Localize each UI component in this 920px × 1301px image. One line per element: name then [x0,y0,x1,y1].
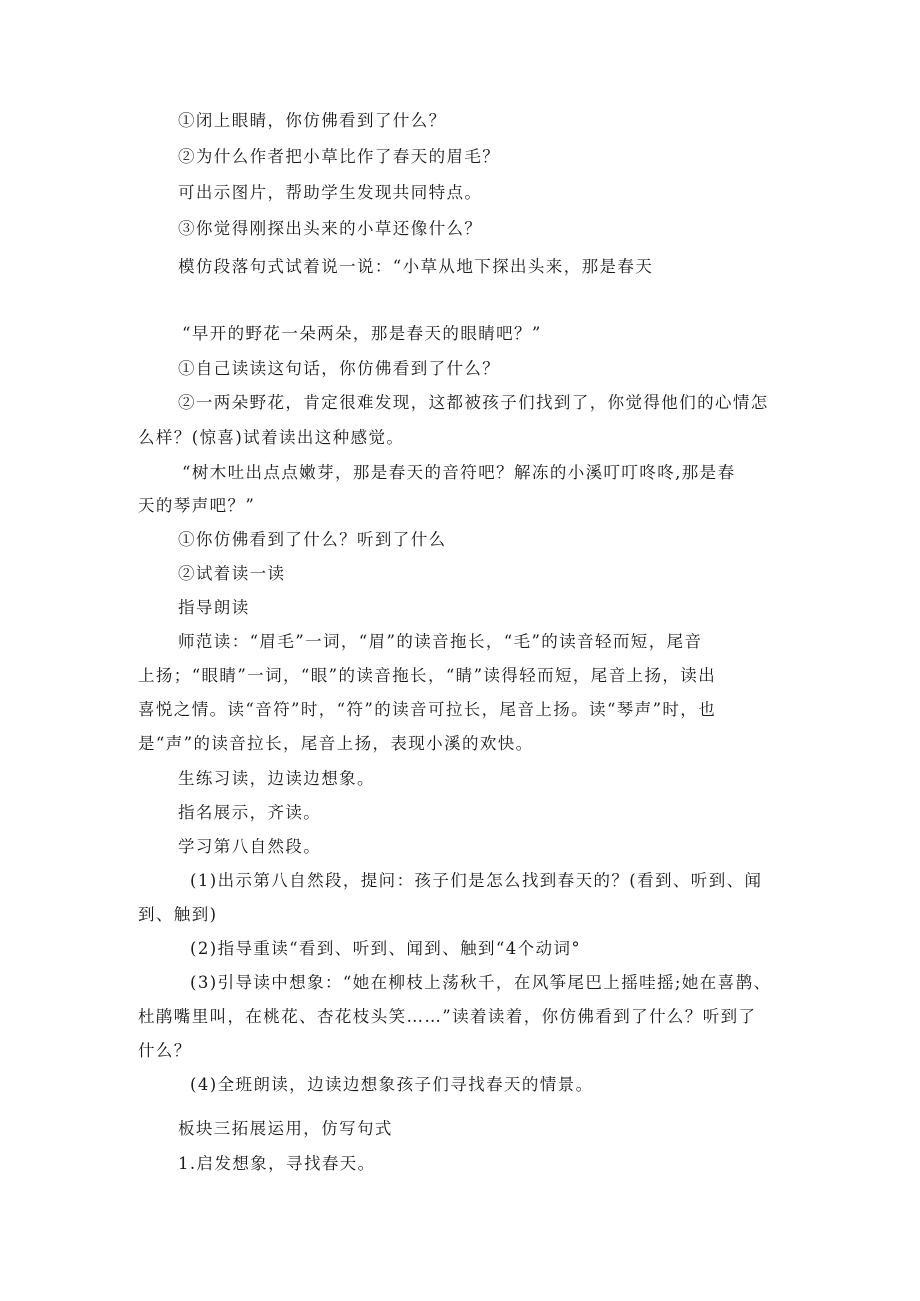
numbered-item-line: (2)指导重读“看到、听到、闻到、触到“4个动词° [190,939,581,958]
text-line: 可出示图片，帮助学生发现共同特点。 [178,183,483,202]
question-line: ③你觉得刚探出头来的小草还像什么？ [178,219,483,238]
text-line: 学习第八自然段。 [178,837,322,856]
numbered-item-line: (3)引导读中想象：“她在柳枝上荡秋千，在风筝尾巴上摇哇摇;她在喜鹊、 [190,973,772,992]
question-line: ②为什么作者把小草比作了春天的眉毛？ [178,147,501,166]
paragraph-line: ②一两朵野花，肯定很难发现，这都被孩子们找到了，你觉得他们的心情怎 [178,393,769,412]
paragraph-line: 上扬；“眼睛”一词，“眼”的读音拖长，“睛”读得轻而短，尾音上扬，读出 [138,666,717,685]
quote-line: “早开的野花一朵两朵，那是春天的眼睛吧？” [182,324,542,343]
text-line: 指导朗读 [178,598,250,617]
section-heading: 板块三拓展运用，仿写句式 [178,1119,393,1138]
question-line: ①自己读读这句话，你仿佛看到了什么？ [178,359,501,378]
question-line: ①你仿佛看到了什么？听到了什么 [178,530,447,549]
paragraph-line: 师范读：“眉毛”一词，“眉”的读音拖长，“毛”的读音轻而短，尾音 [178,632,703,651]
quote-line: “树木吐出点点嫩芽，那是春天的音符吧？解冻的小溪叮叮咚咚,那是春 [182,463,736,482]
quote-line: 天的琴声吧？” [138,496,256,515]
numbered-heading: 1.启发想象，寻找春天。 [178,1154,376,1173]
numbered-item-line: 到、触到) [138,905,218,924]
text-line: 指名展示，齐读。 [178,803,322,822]
numbered-item-line: (1)出示第八自然段，提问：孩子们是怎么找到春天的？(看到、听到、闻 [190,871,763,890]
paragraph-line: 么样？(惊喜)试着读出这种感觉。 [138,428,405,447]
text-line: 模仿段落句式试着说一说：“小草从地下探出头来，那是春天 [178,257,654,276]
paragraph-line: 是“声”的读音拉长，尾音上扬，表现小溪的欢快。 [138,734,534,753]
text-line: ②试着读一读 [178,564,286,583]
numbered-item-line: (4)全班朗读，边读边想象孩子们寻找春天的情景。 [190,1075,594,1094]
numbered-item-line: 杜鹃嘴里叫，在桃花、杏花枝头笑……”读着读着，你仿佛看到了什么？听到了 [138,1007,757,1026]
question-line: ①闭上眼睛，你仿佛看到了什么？ [178,111,447,130]
paragraph-line: 喜悦之情。读“音符”时，“符”的读音可拉长，尾音上扬。读“琴声”时，也 [138,700,717,719]
numbered-item-line: 什么？ [138,1041,192,1060]
text-line: 生练习读，边读边想象。 [178,769,375,788]
